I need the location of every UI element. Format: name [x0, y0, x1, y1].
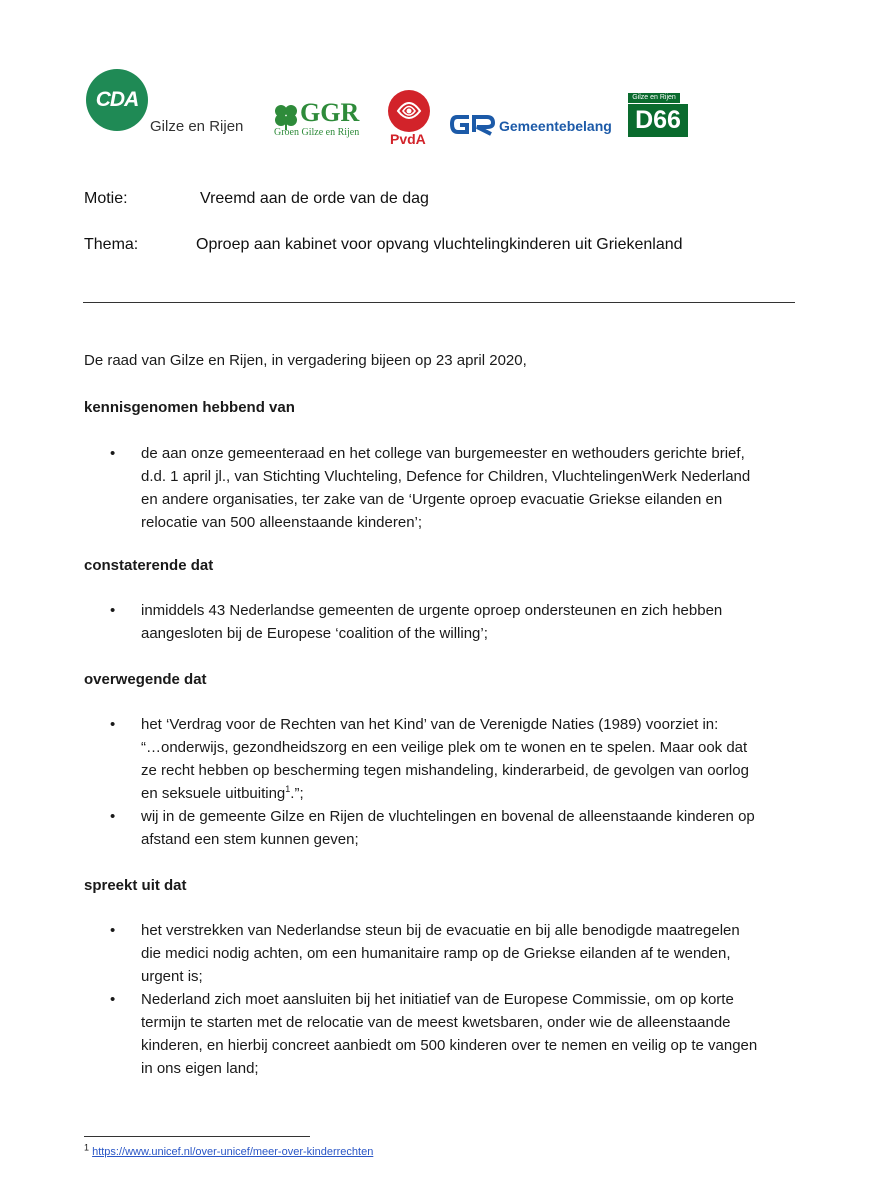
rose-icon	[386, 89, 432, 133]
bullet-icon: •	[110, 602, 116, 619]
d66-mark: D66	[628, 104, 688, 137]
header-divider	[83, 302, 795, 303]
line: die medici nodig achten, om een humanitaire ramp op de Griekse eilanden af te wenden,	[141, 945, 731, 962]
section-heading: kennisgenomen hebbend van	[84, 399, 295, 416]
pvda-mark: PvdA	[390, 131, 426, 147]
line: het ‘Verdrag voor de Rechten van het Kind’ van de Verenigde Naties (1989) voorziet in:	[141, 716, 719, 733]
footnote-ref: 1	[285, 784, 291, 794]
line: wij in de gemeente Gilze en Rijen de vluchtelingen en bovenal de alleenstaande kinderen op	[141, 808, 755, 825]
line: het verstrekken van Nederlandse steun bij de evacuatie en bij alle benodigde maatregelen	[141, 922, 740, 939]
line: Nederland zich moet aansluiten bij het initiatief van de Europese Commissie, om op korte	[141, 991, 734, 1008]
motie-label: Motie:	[84, 190, 128, 207]
d66-place: Gilze en Rijen	[628, 93, 680, 103]
bullet-icon: •	[110, 445, 116, 462]
line: relocatie van 500 alleenstaande kinderen’;	[141, 514, 423, 531]
d66-logo	[628, 93, 690, 137]
line: termijn te starten met de relocatie van de meest kwetsbaren, onder wie de alleenstaande	[141, 1014, 731, 1031]
intro-text: De raad van Gilze en Rijen, in vergadering bijeen op 23 april 2020,	[84, 352, 527, 369]
line: inmiddels 43 Nederlandse gemeenten de urgente oproep ondersteunen en zich hebben	[141, 602, 723, 619]
gemeentebelang-logo	[449, 112, 614, 138]
line: en andere organisaties, ter zake van de ‘Urgente oproep evacuatie Griekse eilanden en	[141, 491, 723, 508]
footnote	[84, 1142, 374, 1158]
gemeentebelang-name: Gemeentebelang	[499, 118, 612, 134]
ggr-logo	[272, 100, 367, 142]
line: d.d. 1 april jl., van Stichting Vluchteling, Defence for Children, VluchtelingenWerk Nederland	[141, 468, 751, 485]
line: aangesloten bij de Europese ‘coalition of the willing’;	[141, 625, 488, 642]
thema-value: Oproep aan kabinet voor opvang vluchtelingkinderen uit Griekenland	[196, 236, 683, 253]
line: afstand een stem kunnen geven;	[141, 831, 359, 848]
line: urgent is;	[141, 968, 203, 985]
bullet-icon: •	[110, 716, 116, 733]
line: in ons eigen land;	[141, 1060, 259, 1077]
line: en seksuele uitbuiting$^1$.”;	[141, 784, 304, 802]
ggr-mark: GGR	[300, 98, 360, 127]
footnote-number: 1	[84, 1142, 90, 1153]
cda-logo: CDA	[86, 69, 148, 131]
footnote-divider	[84, 1136, 310, 1137]
motie-value: Vreemd aan de orde van de dag	[200, 190, 429, 207]
line: kinderen, en hierbij concreet aanbiedt om 500 kinderen over te nemen en veilig op te vangen	[141, 1037, 758, 1054]
pvda-logo	[386, 89, 434, 151]
party-logos	[0, 0, 892, 160]
section-heading: constaterende dat	[84, 557, 214, 574]
gr-icon	[449, 112, 497, 138]
section-heading: spreekt uit dat	[84, 877, 187, 894]
section-heading: overwegende dat	[84, 671, 207, 688]
ggr-subtitle: Groen Gilze en Rijen	[274, 127, 360, 138]
clover-icon	[272, 102, 300, 130]
bullet-icon: •	[110, 991, 116, 1008]
line: ze recht hebben op bescherming tegen mishandeling, kinderarbeid, de gevolgen van oorlog	[141, 762, 749, 779]
thema-label: Thema:	[84, 236, 139, 253]
line: “…onderwijs, gezondheidszorg en een veilige plek om te wonen en te spelen. Maar ook dat	[141, 739, 748, 756]
bullet-icon: •	[110, 808, 116, 825]
bullet-icon: •	[110, 922, 116, 939]
footnote-link[interactable]: https://www.unicef.nl/over-unicef/meer-over-kinderrechten	[92, 1146, 374, 1158]
line: de aan onze gemeenteraad en het college van burgemeester en wethouders gerichte brief,	[141, 445, 745, 462]
cda-place-label: Gilze en Rijen	[150, 118, 244, 135]
